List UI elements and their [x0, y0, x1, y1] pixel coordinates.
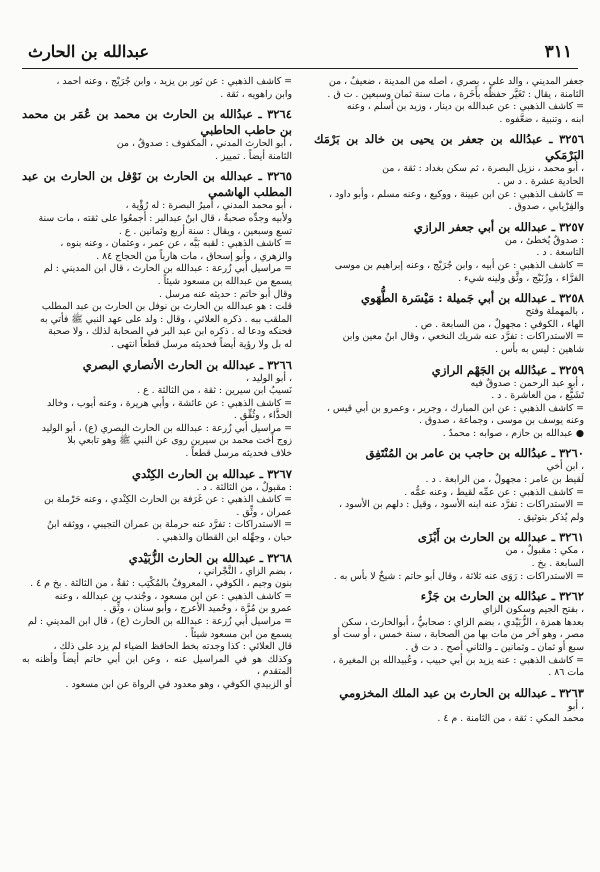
entry-name: ـ عبدالله بن الحارث الزُّبَيْدي — [128, 550, 264, 565]
text-line: السابعة . بخ . — [531, 558, 584, 570]
text-line: ، بضم الزاي ، النَّجْراني ، — [197, 565, 292, 577]
entry-name: ـ عبدالله بن الحارث بن نَوْفل بن الحارث بن عبد المطلب الهاشمي — [22, 169, 292, 200]
text-line: = كاشف الذهبي : عن غَرَفة بن الحارث الكِنْدي ، وعنه حَرْملة بن — [44, 494, 292, 506]
text-line: يسمع من ابن مسعود شيئاً . — [184, 628, 292, 640]
text-line: تسع وسبعين ، ويقال : سنة أربع وثمانين . ع . — [118, 225, 292, 237]
entry-heading — [314, 529, 584, 545]
biography-entry — [314, 588, 584, 680]
text-line: وقال أبو حاتم : حديثه عنه مرسل . — [158, 288, 292, 300]
text-line: ولم يُذكر بتوثيق . — [517, 511, 584, 523]
text-line: = كاشف الذهبي : عن عبدالله بن دينار ، وزيد بن أسلم ، وعنه — [346, 101, 584, 113]
text-line: التاسعة . د . — [536, 247, 584, 259]
text-line: يسمع من عبدالله بن مسعود شيئاً . — [157, 275, 292, 287]
entry-name: ـ عبدالله بن الحارث الكِنْدي — [132, 466, 264, 481]
biography-entry — [314, 362, 584, 441]
text-line: ، ابن أخي — [546, 461, 584, 473]
text-line: = كاشف الذهبي : عن ابن المبارك ، وجرير ، وعمرو بن أبي قيس ، — [326, 402, 584, 414]
text-line: ولأبيه وجدِّه صحبةٌ ، قال ابنُ عبدالبر : أجمعُوا على ثقته ، مات سنة — [38, 212, 292, 224]
text-line: = الاستدراكات : رَوَى عنه ثلاثة ، وقال أبو حاتم : شيخٌ لا بأس به . — [333, 570, 584, 582]
biography-entry — [22, 106, 292, 163]
entry-heading — [22, 168, 292, 200]
text-line: له بل ولا رؤية أيضاً فحديثه مرسل قطعاً انتهى . — [111, 338, 292, 350]
entry-name: ـ عبدُالله بن جعفر بن يحيى بن خالد بن بَرْمَك البَرْمَكي — [314, 132, 584, 163]
text-line: ، أبو محمد ، نزيل البصرة ، ثم سكن بغداد : ثقة ، من — [382, 163, 584, 175]
entry-heading — [22, 466, 292, 482]
text-line: ، أبو محمد المدني ، أميرُ البصرة : له رُؤْية ، — [125, 200, 292, 212]
entry-heading — [314, 685, 584, 701]
text-line: = كاشف الذهبي : عن ابن مسعود ، وجُندب بن عبدالله ، وعنه — [54, 590, 292, 602]
text-line: = الاستدراكات : تفرَّد عنه شريك النخعي ، وقال ابنُ معين وابن — [342, 331, 584, 343]
text-line: نَسيبُ ابن سيرين : ثقة ، من الثالثة . ع . — [137, 385, 292, 397]
text-line: = كاشف الذهبي : عن عائشة ، وأبي هريرة ، وعنه أيوب ، وخالد — [46, 397, 292, 409]
entry-number: ٣٢٦٣ — [559, 685, 584, 700]
entry-number: ٣٢٦٦ — [267, 357, 292, 372]
text-line: : صدوقٌ يُخطئ ، من — [504, 234, 584, 246]
text-line: = كاشف الذهبي : عن ابن عيينة ، ووكيع ، وعنه مسلم ، وأبو داود ، — [329, 188, 584, 200]
entry-heading — [314, 588, 584, 604]
text-line: خلاف فحديثه مرسل قطعاً . — [185, 448, 292, 460]
entry-name: ـ عبدالله بن الحارث الأنصاري البصري — [82, 357, 264, 372]
text-line: = كاشف الذهبي : عنه يزيد بن أبي حبيب ، وعُبيدالله بن المغيرة ، — [332, 654, 584, 666]
text-line: الثامنة ، يقال : تَغَيَّر حفظُه بأَخَرة ، مات سنة ثمان وسبعين . ت ق . — [327, 88, 584, 100]
text-line: الثامنة أيضاً . تمييز . — [215, 150, 292, 162]
text-line: = مراسيل أبي زُرعة : عبدالله بن الحارث (ع) ، قال ابن المديني : لم — [27, 616, 292, 627]
entry-number: ٣٢٦١ — [559, 530, 584, 545]
text-line: بنون وجيم ، الكوفي ، المعروفُ بالمُكْتِب : ثقةٌ ، من الثالثة . بخ م ٤ . — [30, 578, 292, 590]
entry-heading — [314, 445, 584, 461]
text-line: قال العلائي : كذا وجدته بخط الحافظ الضياء لم يزد على ذلك ، — [53, 641, 292, 653]
text-line: = كاشف الذهبي : لقبه بَبَّه ، عن عمر ، وعثمان ، وعنه بنوه ، — [60, 238, 292, 250]
entry-heading — [22, 550, 292, 566]
text-line: = كاشف الذهبي : عن أبيه ، وابن جُرَيْج ، وعنه إبراهيم بن موسى — [334, 259, 584, 271]
text-line: عمرو بن مُرَّة ، وحُميد الأعرج ، وأبو سنان ، وثِّق . — [103, 603, 292, 615]
text-line: وعنه يوسف بن موسى ، وجماعة ، صدوق . — [418, 415, 584, 427]
biography-entry — [22, 550, 292, 692]
continued-entry — [314, 76, 584, 126]
text-line: = مراسيل أبي زُرعة : عبدالله بن الحارث البصري (ع) ، أبو الوليد — [41, 422, 292, 434]
text-line: = كاشف الذهبي : عن ثور بن يزيد ، وابن جُرَيْج ، وعنه أحمد ، — [56, 76, 292, 87]
text-line: عمران ، وثِّق . — [236, 506, 292, 518]
biography-entry — [314, 219, 584, 285]
entry-name: ـ عبدالله بن الحارث بن عبد الملك المخزومي — [339, 685, 556, 700]
biography-entry — [314, 685, 584, 726]
text-line: سبع أو ثمان ـ وثمانين ـ والثاني أصح . د ت ق . — [405, 642, 584, 653]
entry-number: ٣٢٥٩ — [559, 362, 584, 377]
text-line: حبان ، وجهِّله ابن القطان والذهبي . — [156, 532, 292, 544]
entry-number: ٣٢٦٧ — [267, 466, 292, 481]
right-column — [314, 76, 584, 864]
continued-entry — [22, 76, 292, 101]
text-line: أو الزبيدي الكوفي ، وهو معدود في الرواة عن ابن مسعود . — [65, 678, 292, 690]
entry-name: ـ عبدُالله بن الحارث بن محمد بن عُمَر بن محمد بن حاطب الحاطبي — [22, 107, 292, 138]
entry-number: ٣٢٦٥ — [267, 169, 292, 184]
text-line: والزهري ، وأبو إسحاق ، مات هارباً من الحجاج ٨٤ . — [96, 250, 292, 262]
text-line: ، أبو — [567, 700, 584, 712]
entry-number: ٣٢٥٧ — [559, 219, 584, 234]
entry-heading — [22, 357, 292, 373]
biography-entry — [22, 168, 292, 351]
entry-heading — [314, 290, 584, 306]
text-line: بعدها همزة ، الزُّبَيْدي ، بضم الزاي : صحابيٌّ ، أبوالحارث ، سكن — [341, 616, 584, 628]
text-line: جعفر المديني ، والد علي ، بصري ، أصله من المدينة ، ضعيفٌ ، من — [328, 76, 584, 87]
text-line: محمد المكي : ثقة ، من الثامنة . م ٤ . — [437, 713, 584, 725]
text-line: الحادية عشرة . د س . — [497, 175, 584, 187]
text-line: ابنه ، وتنبية ، ضعَّفوه . — [499, 113, 584, 125]
text-line: الحذَّاء ، وثُقِّق . — [233, 410, 292, 422]
entry-number: ٣٢٦٨ — [267, 550, 292, 565]
text-line: وابن راهويه ، ثقة . — [220, 88, 292, 100]
left-column — [22, 76, 292, 864]
biography-entry — [22, 357, 292, 461]
page-header — [22, 40, 578, 69]
entry-heading — [314, 131, 584, 163]
text-line: وكذلك هو في المراسيل عنه ، وعن ابن أبي حاتم أيضاً وأظنه به المتقدم ، — [22, 653, 292, 678]
entry-name: ـ عبدُالله بن الجَهْم الرازي — [431, 362, 556, 377]
entry-number: ٣٢٦٢ — [559, 589, 584, 604]
text-line: ، أبو الوليد ، — [246, 372, 292, 384]
text-line: : مقبولٌ ، من الثالثة . د . — [196, 481, 292, 493]
running-title: عبدالله بن الحارث — [28, 42, 150, 61]
entry-name: ـ عبدُالله بن حاجب بن عامر بن المُنْتَفِق — [365, 446, 556, 461]
biography-entry — [314, 445, 584, 524]
text-line: الفرَّاء ، وزُنَيْج ، وثَّق ولينه شيء . — [458, 272, 584, 284]
entry-name: ـ عبدالله بن أبي جعفر الرازي — [413, 219, 556, 234]
text-line: = الاستدراكات : تفرَّد عنه حرملة بن عمران التجيبي ، ووثقه ابنُ — [47, 519, 292, 531]
text-line: ، أبو عبد الرحمن : صدوقٌ فيه — [470, 377, 584, 389]
entry-name: ـ عبدالله بن أبي جَميلة : مَيْسَرة الطُّهَوي — [361, 291, 556, 306]
text-line: الهاء ، الكوفي : مجهولٌ ، من السابعة . ص . — [414, 318, 584, 330]
text-line: لَقيط بن عامر : مجهولٌ ، من الرابعة . د . — [425, 474, 584, 486]
biography-entry — [314, 131, 584, 213]
text-line: فحنكه ودعا له . ذكره ابن عبد البر في الصحابة لذلك ، ولا صحبة — [48, 326, 292, 338]
entry-number: ٣٢٥٦ — [559, 132, 584, 147]
text-line: تَشَيُّع ، من العاشرة . د . — [491, 390, 584, 402]
text-line: ● عبدالله بن حازم ، صوابه : محمدٌ . — [442, 427, 584, 439]
text-line: والفِرْيابي ، صدوق . — [508, 201, 584, 213]
biography-entry — [22, 466, 292, 545]
entry-number: ٣٢٥٨ — [559, 291, 584, 306]
biography-entry — [314, 290, 584, 356]
text-line: = الاستدراكات : تفرَّد عنه ابنه الأسود ، وقيل : دلهم بن الأسود ، — [339, 499, 584, 511]
text-line: مات ٨٦ . — [548, 667, 584, 679]
entry-heading — [22, 106, 292, 138]
entry-number: ٣٢٦٠ — [559, 446, 584, 461]
text-line: شاهين : ليس به بأس . — [495, 343, 584, 355]
text-line: الملقب ببه . ذكره العلائي ، وقال : ولد على عهد النبي ﷺ فأتي به — [40, 313, 292, 325]
text-line: ، بالمهملة وفتح — [525, 306, 584, 318]
entry-heading — [314, 219, 584, 235]
entry-name: ـ عبدالله بن الحارث بن أَبْزَى — [417, 530, 556, 545]
biography-entry — [314, 529, 584, 583]
entry-name: ـ عبدُالله بن الحارث بن جَزْء — [420, 589, 556, 604]
text-line: ، بفتح الجيم وسكون الزاي — [482, 604, 584, 616]
text-line: ، مكي : مقبولٌ ، من — [505, 545, 584, 557]
text-line: مصر ، وهو آخر من مات بها من الصحابة ، سنة خمس ، أو ست أو — [332, 629, 584, 641]
text-line: ، أبو الحارث المدني ، المكفوف : صدوقٌ ، من — [116, 138, 292, 150]
text-line: قلت : هو عبدالله بن الحارث بن نوفل بن الحارث بن عبد المطلب — [41, 301, 292, 313]
text-line: = مراسيل أبي زُرعة : عبدالله بن الحارث ، قال ابن المديني : لم — [43, 263, 292, 275]
text-line: زوج أخت محمد بن سيرين روى عن النبي ﷺ وهو تابعي بلا — [67, 435, 292, 447]
page-number: ٣١١ — [544, 42, 572, 62]
text-line: = كاشف الذهبي : عن عمِّه لقيط ، وعنه عمُّه . — [404, 486, 584, 498]
entry-number: ٣٢٦٤ — [267, 107, 292, 122]
entry-heading — [314, 362, 584, 378]
